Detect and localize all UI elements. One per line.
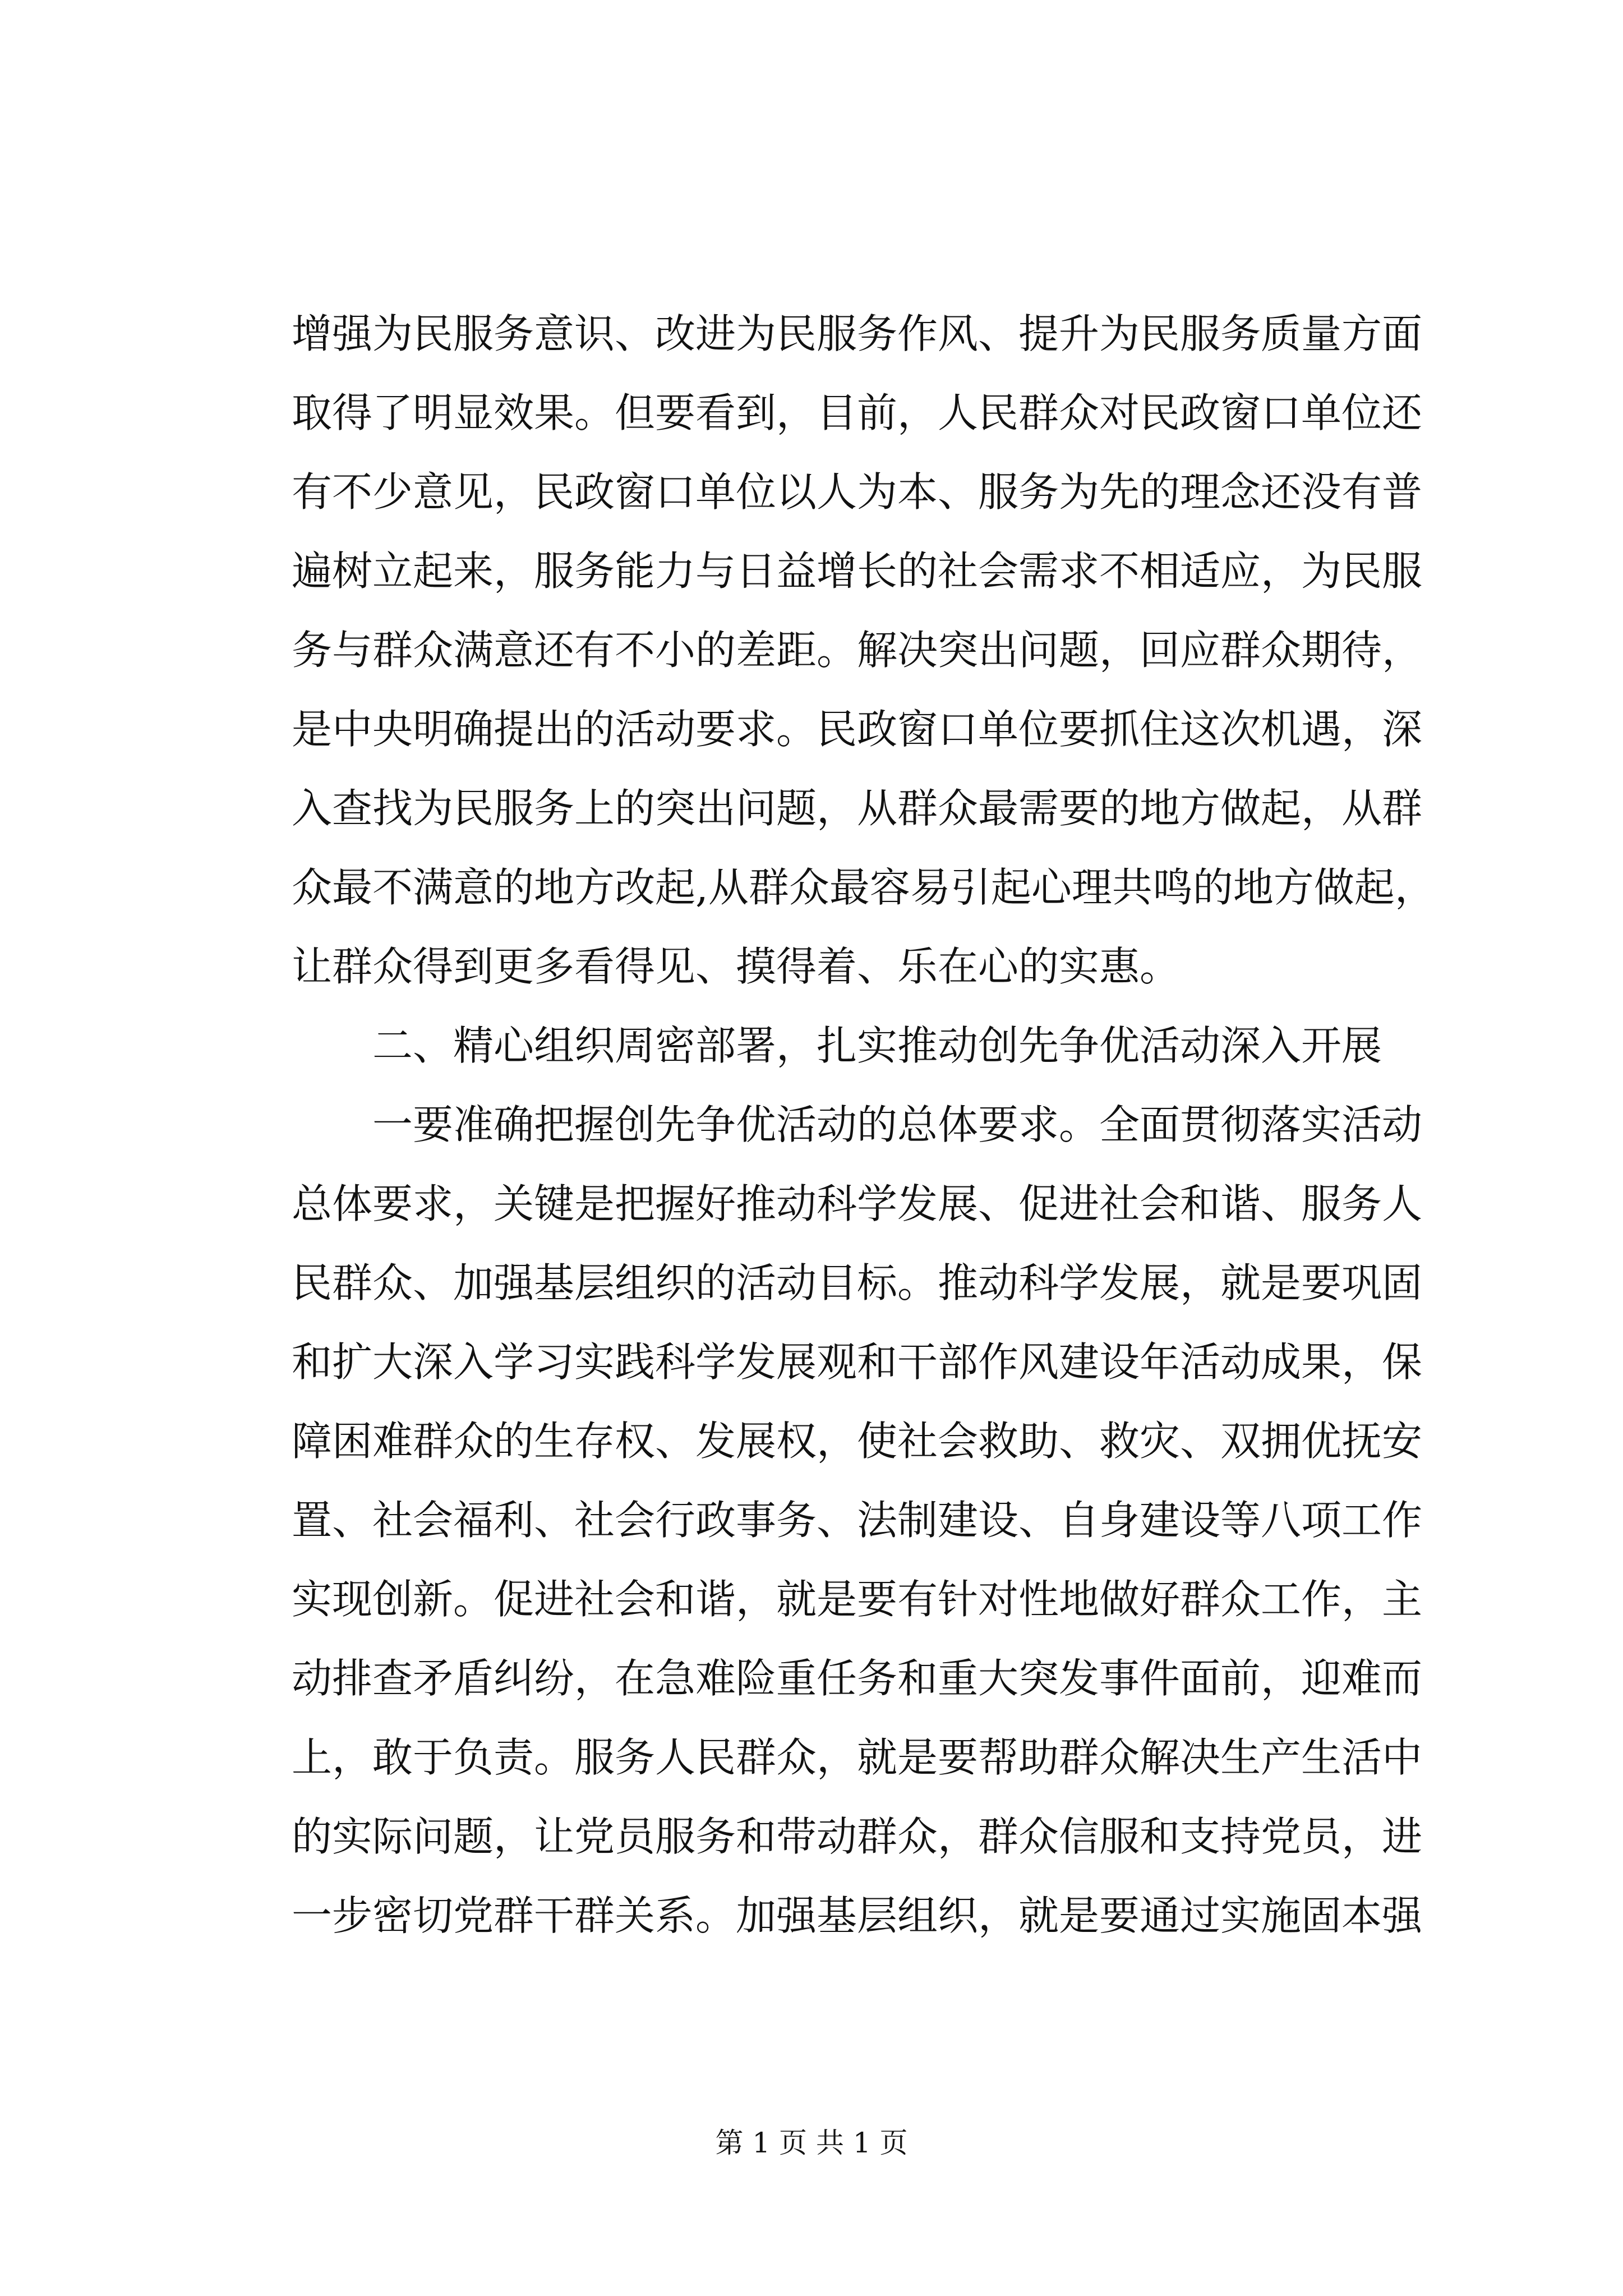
paragraph-1 [292,295,1435,1006]
text-line: 的实际问题，让党员服务和带动群众，群众信服和支持党员，进 [292,1813,1423,1860]
text-line: 让群众得到更多看得见、摸得着、乐在心的实惠。 [292,943,1181,990]
heading-line: 二、精心组织周密部署，扎实推动创先争优活动深入开展 [372,1022,1382,1069]
text-line: 上，敢于负责。服务人民群众，就是要帮助群众解决生产生活中 [292,1734,1423,1781]
text-line: 是中央明确提出的活动要求。民政窗口单位要抓住这次机遇，深 [292,706,1423,753]
text-line: 务与群众满意还有不小的差距。解决突出问题，回应群众期待， [292,627,1423,674]
paragraph-2 [292,1085,1423,1955]
document-body [292,295,1435,1955]
text-line: 总体要求，关键是把握好推动科学发展、促进社会和谐、服务人 [292,1180,1423,1227]
text-line: 民群众、加强基层组织的活动目标。推动科学发展，就是要巩固 [292,1259,1423,1306]
page-footer [0,2126,1623,2160]
text-line: 障困难群众的生存权、发展权，使社会救助、救灾、双拥优抚安 [292,1418,1423,1465]
text-line: 有不少意见，民政窗口单位以人为本、服务为先的理念还没有普 [292,468,1423,516]
text-line: 一步密切党群干群关系。加强基层组织，就是要通过实施固本强 [292,1892,1423,1939]
text-line: 置、社会福利、社会行政事务、法制建设、自身建设等八项工作 [292,1497,1423,1544]
page-number: 第 1 页 共 1 页 [715,2127,908,2159]
text-line: 实现创新。促进社会和谐，就是要有针对性地做好群众工作，主 [292,1576,1423,1623]
text-line: 一要准确把握创先争优活动的总体要求。全面贯彻落实活动 [372,1101,1423,1148]
text-line: 增强为民服务意识、改进为民服务作风、提升为民服务质量方面 [292,310,1423,357]
text-line: 遍树立起来，服务能力与日益增长的社会需求不相适应，为民服 [292,547,1423,595]
text-line: 取得了明显效果。但要看到，目前，人民群众对民政窗口单位还 [292,389,1423,436]
text-line: 和扩大深入学习实践科学发展观和干部作风建设年活动成果，保 [292,1338,1423,1386]
section-heading [292,1006,1408,1085]
text-line: 入查找为民服务上的突出问题，从群众最需要的地方做起，从群 [292,785,1423,832]
text-line: 动排查矛盾纠纷，在急难险重任务和重大突发事件面前，迎难而 [292,1655,1423,1702]
text-line: 众最不满意的地方改起,从群众最容易引起心理共鸣的地方做起， [292,864,1435,911]
